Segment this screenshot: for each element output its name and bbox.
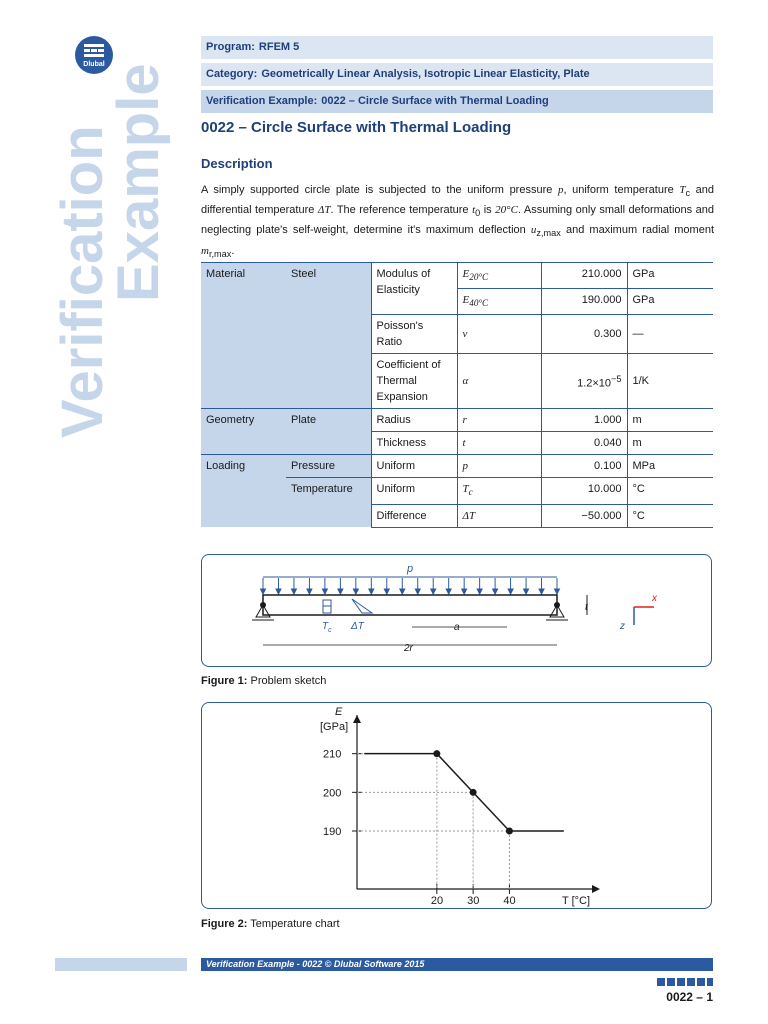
logo-label: Dlubal [83, 61, 105, 68]
axis-z-label: z [620, 621, 625, 632]
side-word-verification: Verification [50, 125, 115, 438]
table-row: Thickness t 0.040 m [201, 432, 713, 455]
load-arrowhead [493, 589, 498, 594]
table-row: Poisson's Ratio ν 0.300 — [201, 315, 713, 354]
data-point [470, 789, 477, 796]
load-arrowhead [353, 589, 358, 594]
tc-label: $T_c$ [322, 621, 332, 634]
load-arrowhead [431, 589, 436, 594]
x-axis-arrow [592, 885, 600, 893]
load-arrowhead [462, 589, 467, 594]
example-value: 0022 – Circle Surface with Thermal Loading [321, 95, 549, 107]
axis-x-label: x [652, 593, 657, 604]
table-row: Loading Pressure Uniform p 0.100 MPa [201, 455, 713, 478]
x-tick-label: 30 [467, 895, 480, 907]
load-arrowhead [477, 589, 482, 594]
plate-beam [263, 595, 557, 615]
page-title: 0022 – Circle Surface with Thermal Loading [201, 119, 512, 136]
t-label: t [585, 602, 588, 613]
y-axis-unit: [GPa] [320, 721, 349, 733]
y-axis-arrow [353, 715, 361, 723]
side-title [50, 40, 171, 460]
category-row: Category: Geometrically Linear Analysis, Isotropic Linear Elasticity, Plate [201, 63, 713, 86]
load-arrowhead [322, 589, 327, 594]
y-tick-label: 210 [323, 748, 342, 761]
load-arrowhead [539, 589, 544, 594]
description-heading: Description [201, 156, 273, 171]
load-arrowhead [261, 589, 266, 594]
a-label: a [454, 622, 460, 633]
side-word-example: Example [106, 63, 171, 302]
data-point [433, 750, 440, 757]
load-arrows [261, 578, 560, 594]
x-tick-label: 20 [430, 895, 444, 907]
data-point [506, 828, 513, 835]
temperature-chart [201, 702, 712, 909]
program-row: Program: RFEM 5 [201, 36, 713, 59]
x-tick-label: 40 [503, 895, 516, 907]
load-arrowhead [555, 589, 560, 594]
footer-left-bar [55, 958, 187, 971]
load-arrowhead [369, 589, 374, 594]
category-value: Geometrically Linear Analysis, Isotropic Linear Elasticity, Plate [261, 68, 590, 80]
y-tick-label: 190 [323, 826, 342, 838]
table-row: $E_{40^\circ C}$ 190.000 GPa [201, 289, 713, 315]
dt-label: ΔT [351, 621, 364, 632]
table-row: Temperature Uniform $T_c$ 10.000 °C [201, 478, 713, 504]
table-row: Material Steel Modulus of Elasticity $E_{20^\circ C}$ 210.000 GPa [201, 263, 713, 289]
y-axis-label: E [335, 706, 343, 718]
table-row: Coefficient of Thermal Expansion α $1.2\times 10^{-5}$ 1/K [201, 354, 713, 409]
load-arrowhead [338, 589, 343, 594]
load-arrowhead [400, 589, 405, 594]
load-arrowhead [446, 589, 451, 594]
table-row: Difference ΔT −50.000 °C [201, 504, 713, 527]
parameters-table [201, 262, 713, 528]
description-text: A simply supported circle plate is subjected to the uniform pressure p, uniform temperature $T_c$ and differential temperature ΔT. The reference temperature $t_0$ is 20°C. Assuming only small deformations and neglecting plate's self-weight, determine it's maximum deflection $u_{z,max}$ and maximum radial moment $m_{r,max}$. [201, 184, 714, 259]
load-arrowhead [307, 589, 312, 594]
page-blocks-icon [657, 978, 713, 986]
table-row: Geometry Plate Radius r 1.000 m [201, 409, 713, 432]
program-value: RFEM 5 [258, 41, 300, 53]
example-row: Verification Example: 0022 – Circle Surface with Thermal Loading [201, 90, 713, 113]
load-label-p: p [407, 563, 414, 575]
load-arrowhead [384, 589, 389, 594]
load-arrowhead [508, 589, 513, 594]
x-axis-label: T [°C] [562, 895, 591, 907]
page-number: 0022 – 1 [666, 990, 713, 1004]
load-arrowhead [291, 589, 296, 594]
y-tick-label: 200 [323, 787, 342, 800]
load-arrowhead [276, 589, 281, 594]
figure1-caption: Figure 1: Problem sketch [201, 675, 327, 687]
load-arrowhead [524, 589, 529, 594]
problem-sketch [201, 554, 712, 667]
figure2-caption: Figure 2: Temperature chart [201, 918, 340, 930]
two-r-label: 2r [404, 643, 413, 654]
footer-bar: Verification Example - 0022 © Dlubal Software 2015 [201, 958, 713, 971]
load-arrowhead [415, 589, 420, 594]
